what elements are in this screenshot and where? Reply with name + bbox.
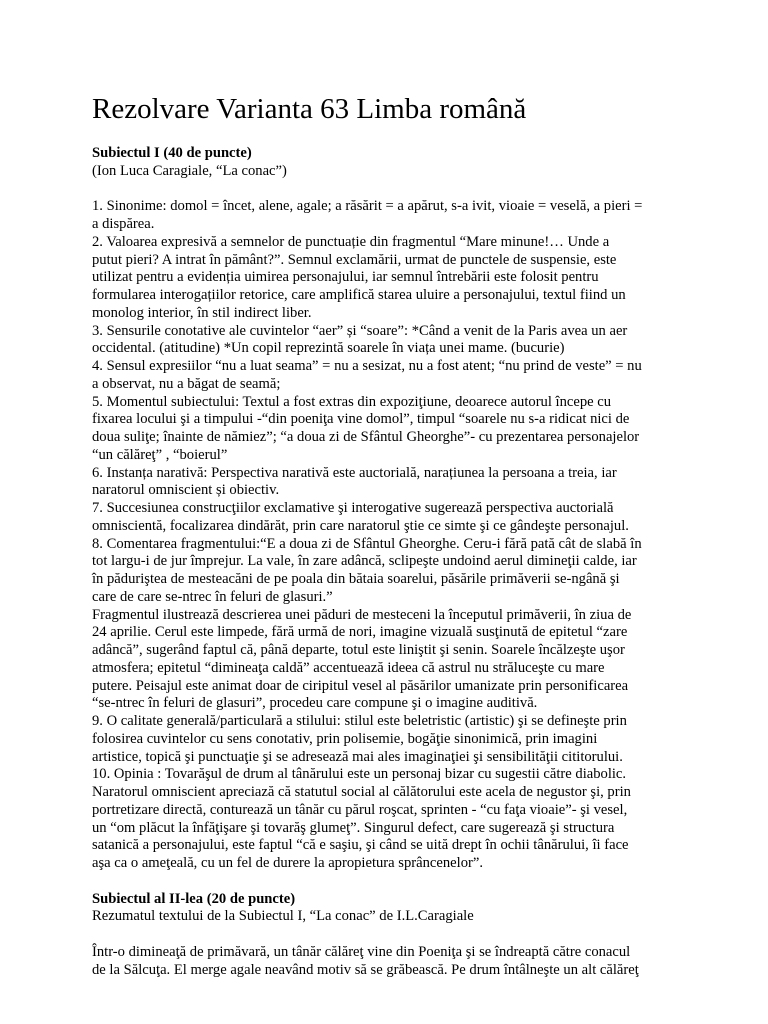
text-line: a observat, nu a băgat de seamă; — [92, 375, 281, 392]
text-line: folosirea cuvintelor cu sens conotativ, prin polisemie, bogăţie sinonimică, prin imagini — [92, 730, 598, 747]
document-title: Rezolvare Varianta 63 Limba română — [92, 93, 527, 125]
text-line: 6. Instanța narativă: Perspectiva narativă este auctorială, narațiunea la persoana a treia, iar — [92, 464, 617, 481]
text-line: de la Sălcuţa. El merge agale neavând motiv să se grăbească. Pe drum întâlneşte un alt călăreţ — [92, 961, 639, 978]
text-line: omniscientă, focalizarea dindărăt, prin care naratorul ştie ce simte şi ce gândeşte personajul. — [92, 517, 629, 534]
text-line: satanică a personajului, este faptul “că e saşiu, şi când se uită drept în ochii tânărului, îi face — [92, 837, 629, 854]
text-line: adâncă”, sugerând faptul că, până departe, totul este liniştit şi senin. Soarele încălzeşte uşor — [92, 642, 625, 658]
text-line: 2. Valoarea expresivă a semnelor de punctuație din fragmentul “Mare minune!… Unde a — [92, 233, 610, 250]
text-line: putere. Peisajul este animat doar de ciripitul vesel al păsărilor umanizate prin personificarea — [92, 677, 629, 694]
blank-line — [92, 873, 692, 891]
text-line: în păduriştea de mesteacăni de pe poala din bătaia soarelui, păsările primăverii se-ngână şi — [92, 571, 620, 587]
text-line: Fragmentul ilustrează descrierea unei păduri de mesteceni la începutul primăverii, în ziua de — [92, 606, 632, 623]
text-line: (Ion Luca Caragiale, “La conac”) — [92, 162, 287, 179]
section-heading: Subiectul al II-lea (20 de puncte) — [92, 890, 296, 907]
text-line: portretizare directă, conturează un tânăr cu părul roşcat, sprinten - “cu faţa vioaie”- şi vesel, — [92, 801, 628, 818]
text-line: tot largu-i de jur împrejur. La vale, în zare adâncă, sclipeşte undoind aerul dimineţii calde, iar — [92, 553, 637, 570]
text-line: atmosfera; epitetul “dimineaţa caldă” accentuează ideea că astrul nu străluceşte cu mare — [92, 659, 605, 676]
text-line: Într-o dimineaţă de primăvară, un tânăr călăreţ vine din Poeniţa şi se îndreaptă către conacul — [92, 943, 631, 960]
text-line: a dispărea. — [92, 216, 155, 232]
document-body — [92, 145, 692, 979]
text-line: Rezumatul textului de la Subiectul I, “La conac” de I.L.Caragiale — [92, 908, 474, 925]
text-line: care de care se-ntrec în feluri de glasuri.” — [92, 588, 333, 605]
text-line: utilizat pentru a evidenția uimirea personajului, iar semnul întrebării este folosit pentru — [92, 269, 599, 286]
text-line: 4. Sensul expresiilor “nu a luat seama” = nu a sesizat, nu a fost atent; “nu prind de veste” = nu — [92, 358, 642, 374]
text-line: naratorul omniscient și obiectiv. — [92, 482, 280, 499]
blank-line — [92, 926, 692, 944]
text-line: Naratorul omniscient apreciază că statutul social al călătorului este acela de negustor şi, prin — [92, 784, 631, 800]
text-line: 5. Momentul subiectului: Textul a fost extras din expoziţiune, deoarece autorul începe cu — [92, 393, 612, 410]
text-line: un “om plăcut la înfăţişare şi tovarăş glumeţ”. Singurul defect, care sugerează şi structura — [92, 819, 615, 836]
text-line: “un călăreţ” , “boierul” — [92, 446, 228, 463]
text-line: 3. Sensurile conotative ale cuvintelor “aer” și “soare”: *Când a venit de la Paris avea un aer — [92, 322, 628, 339]
text-line: putut pieri? A intrat în pământ?”. Semnul exclamării, urmat de punctele de suspensie, este — [92, 251, 617, 268]
text-line: 8. Comentarea fragmentului:“E a doua zi de Sfântul Gheorghe. Ceru-i fără pată cât de slabă în — [92, 535, 642, 552]
text-line: 10. Opinia : Tovarăşul de drum al tânărului este un personaj bizar cu sugestii către diabolic. — [92, 766, 627, 783]
text-line: artistice, topică şi punctuaţie şi se adresează mai ales imaginaţiei şi sensibilităţii cititorului. — [92, 748, 623, 765]
text-line: “se-ntrec în feluri de glasuri”, procedeu care compune şi o imagine auditivă. — [92, 695, 538, 712]
text-line: aşa ca o ameţeală, cu un fel de durere la apropietura sprâncenelor”. — [92, 855, 483, 871]
text-line: doua suliţe; înainte de nămiez”; “a doua zi de Sfântul Gheorghe”- cu prezentarea personajelor — [92, 429, 640, 445]
text-line: formularea interogațiilor retorice, care amplifică starea uluire a personajului, textul fiind un — [92, 287, 626, 303]
blank-line — [92, 181, 692, 199]
text-line: 1. Sinonime: domol = încet, alene, agale; a răsărit = a apărut, s-a ivit, vioaie = veselă, a pieri = — [92, 198, 643, 215]
text-line: occidental. (atitudine) *Un copil reprezintă soarele în viața unei mame. (bucurie) — [92, 340, 565, 357]
text-line: 24 aprilie. Cerul este limpede, fără urmă de nori, imagine vizuală susţinută de epitetul “zare — [92, 624, 628, 641]
section-heading: Subiectul I (40 de puncte) — [92, 145, 252, 161]
text-line: 7. Succesiunea construcţiilor exclamative şi interogative sugerează perspectiva auctorială — [92, 500, 614, 516]
text-line: fixarea locului şi a timpului -“din poeniţa vine domol”, timpul “soarele nu s-a ridicat nici de — [92, 411, 630, 428]
text-line: 9. O calitate generală/particulară a stilului: stilul este beletristic (artistic) şi se defineşte prin — [92, 713, 627, 729]
text-line: monolog interior, în stil indirect liber. — [92, 304, 312, 321]
